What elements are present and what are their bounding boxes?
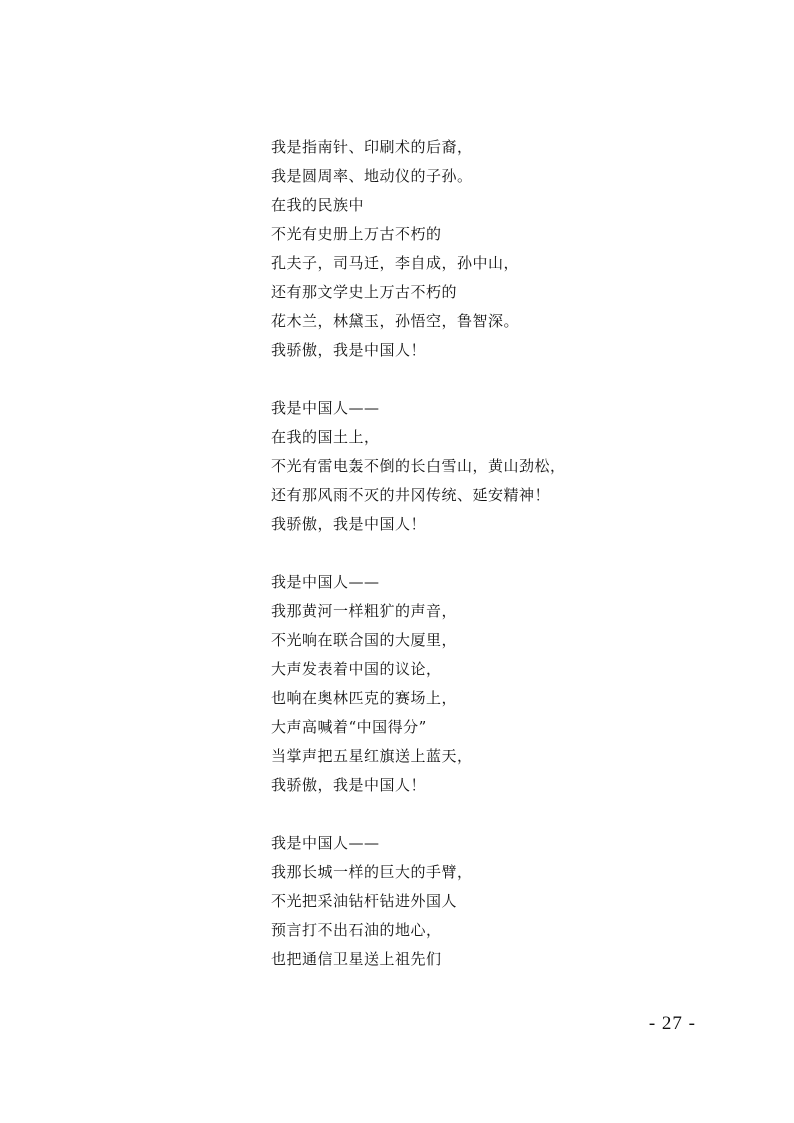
poem-line: 我是圆周率、地动仪的子孙。 [271,167,473,185]
poem-line: 预言打不出石油的地心， [271,921,442,939]
poem-line: 也响在奥林匹克的赛场上， [271,689,458,707]
poem-stanza-3 [271,568,731,800]
poem-stanza-2 [271,394,731,539]
poem-line: 我骄傲，我是中国人！ [271,776,427,794]
poem-line: 我骄傲，我是中国人！ [271,341,427,359]
poem-line: 我是中国人—— [271,399,380,417]
poem-stanza-1 [271,133,731,365]
poem-line: 还有那风雨不灭的井冈传统、延安精神！ [271,486,551,504]
poem-line: 不光有雷电轰不倒的长白雪山，黄山劲松， [271,457,566,475]
poem-line: 还有那文学史上万古不朽的 [271,283,458,301]
poem-line: 在我的民族中 [271,196,365,214]
poem-line: 我那长城一样的巨大的手臂， [271,863,473,881]
poem-line: 我是中国人—— [271,834,380,852]
poem-line: 我是中国人—— [271,573,380,591]
poem-line: 孔夫子，司马迁，李自成，孙中山， [271,254,520,272]
poem-line: 我是指南针、印刷术的后裔， [271,138,473,156]
poem-line: 我那黄河一样粗犷的声音， [271,602,458,620]
poem-line: 在我的国土上， [271,428,380,446]
page-number: - 27 - [648,1013,696,1034]
poem-line: 也把通信卫星送上祖先们 [271,950,442,968]
poem-line: 不光有史册上万古不朽的 [271,225,442,243]
poem-line: 不光响在联合国的大厦里， [271,631,458,649]
poem-line: 不光把采油钻杆钻进外国人 [271,892,458,910]
poem-line: 大声高喊着“中国得分” [271,718,427,736]
poem-line: 当掌声把五星红旗送上蓝天， [271,747,473,765]
poem-line: 我骄傲，我是中国人！ [271,515,427,533]
poem-body [271,133,731,1003]
poem-line: 花木兰，林黛玉，孙悟空，鲁智深。 [271,312,520,330]
poem-line: 大声发表着中国的议论， [271,660,442,678]
poem-stanza-4 [271,829,731,974]
